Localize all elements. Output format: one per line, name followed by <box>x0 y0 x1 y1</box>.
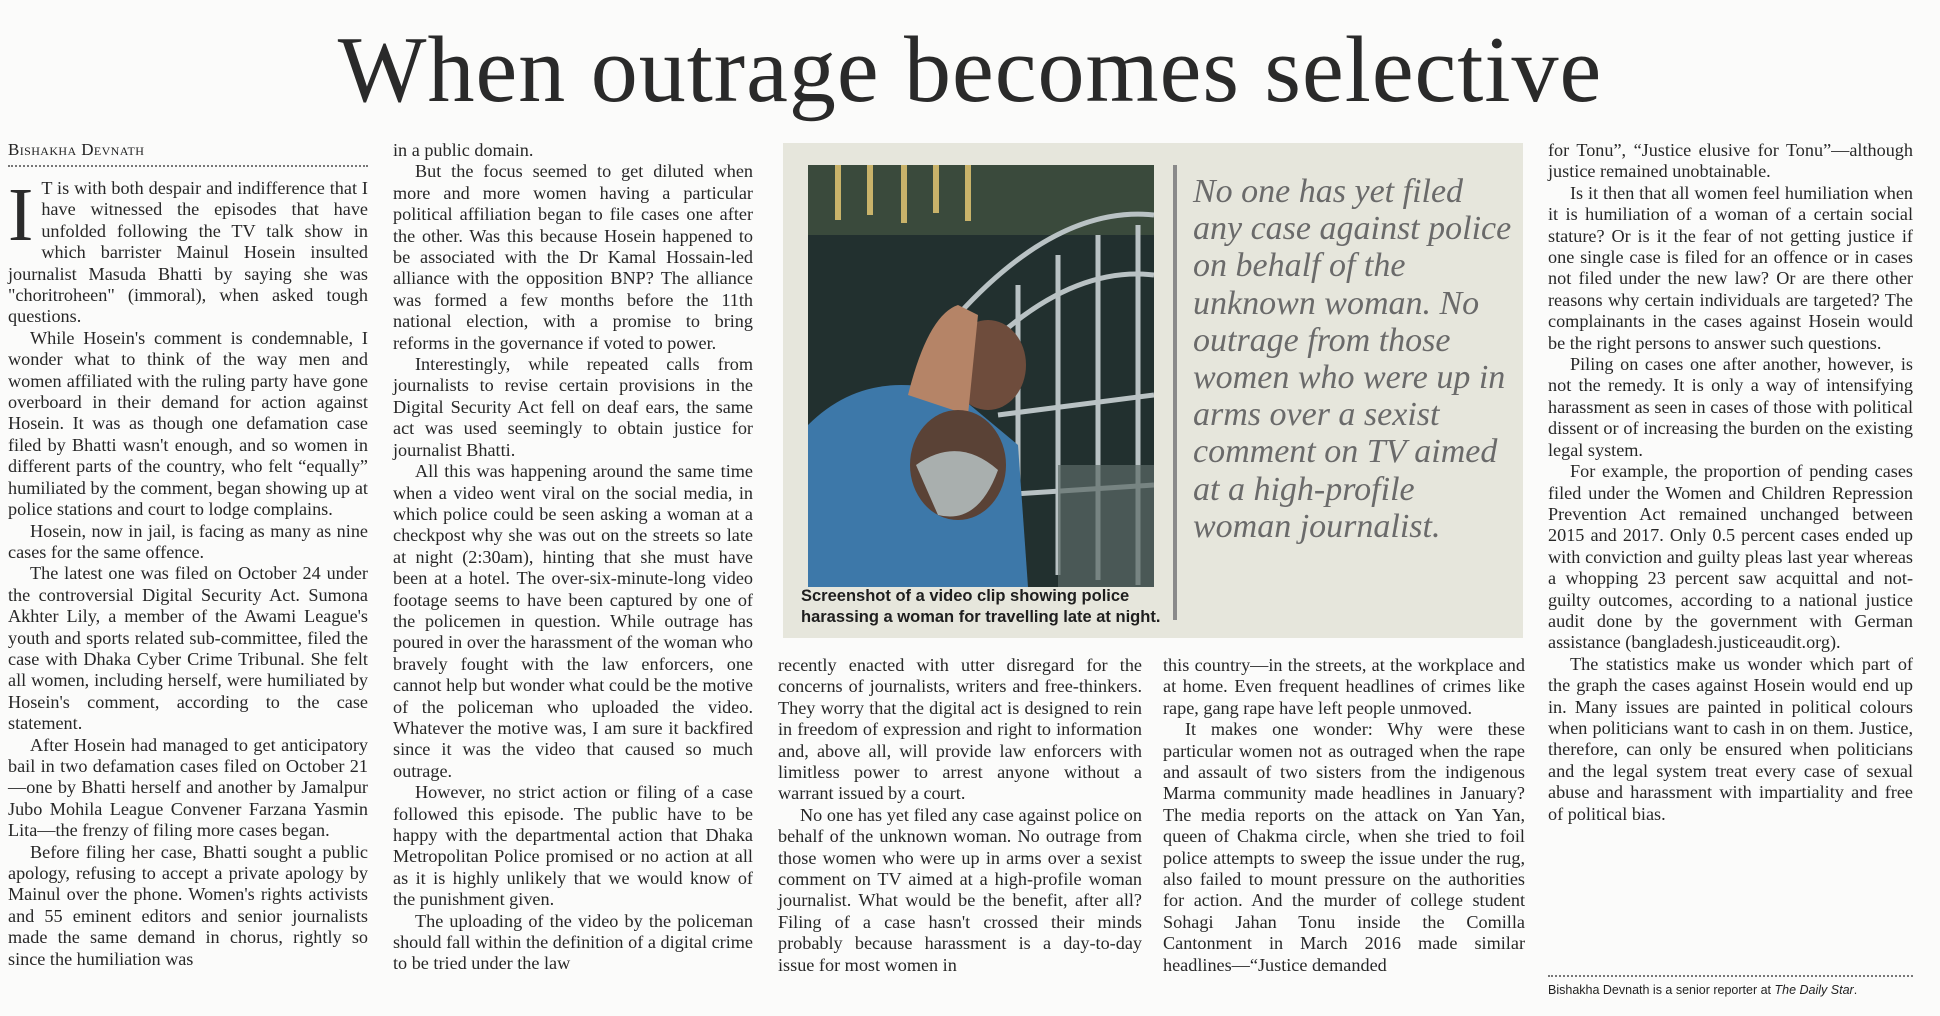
paragraph: Hosein, now in jail, is facing as many as nine cases for the same offence. <box>8 520 368 562</box>
article-column-1 <box>8 173 368 970</box>
paragraph: The uploading of the video by the policeman should fall within the definition of a digital crime to be tried under the law <box>393 910 753 974</box>
paragraph <box>8 173 368 328</box>
paragraph: Interestingly, while repeated calls from journalists to revise certain provisions in the Digital Security Act fell on deaf ears, the same act was used seemingly to obtain justice for journalist Bhatti. <box>393 354 753 460</box>
publication-name: The Daily Star <box>1774 983 1854 997</box>
paragraph: this country—in the streets, at the workplace and at home. Even frequent headlines of crimes like rape, gang rape have left people unmoved. <box>1163 655 1525 718</box>
paragraph: It makes one wonder: Why were these particular women not as outraged when the rape and assault of two sisters from the indigenous Marma community made headlines in January? The media reports on the attack on Yan Yan, queen of Chakma circle, when she tried to foil police attempts to sweep the issue under the rug, also failed to mount pressure on the authorities for action. And the murder of college student Sohagi Jahan Tonu inside the Comilla Cantonment in March 2016 made similar headlines—“Justice demanded <box>1163 719 1525 975</box>
pull-quote: No one has yet filed any case against police on behalf of the unknown woman. No outrage from those women who were up in arms over a sexist comment on TV aimed at a high-profile woman journalist. <box>1193 173 1512 545</box>
byline <box>8 140 368 167</box>
paragraph: for Tonu”, “Justice elusive for Tonu”—although justice remained unobtainable. <box>1548 140 1913 182</box>
article-column-5 <box>1548 140 1913 825</box>
paragraph: Piling on cases one after another, however, is not the remedy. It is only a way of intensifying harassment as seen in cases of those with political dissent or of increasing the burden on the existing legal system. <box>1548 354 1913 460</box>
author-bio-text: Bishakha Devnath is a senior reporter at <box>1548 983 1775 997</box>
paragraph: recently enacted with utter disregard for the concerns of journalists, writers and free-thinkers. They worry that the digital act is designed to rein in freedom of expression and right to information and, above all, will provide law enforcers with limitless power to arrest anyone without a warrant issued by a court. <box>778 655 1142 804</box>
byline-name: Bishakha Devnath <box>8 140 145 159</box>
paragraph: After Hosein had managed to get anticipatory bail in two defamation cases filed on October 21—one by Bhatti herself and another by Jamalpur Jubo Mohila League Convener Farzana Yasmin Lita—the frenzy of filing more cases began. <box>8 734 368 841</box>
author-bio <box>1548 975 1913 997</box>
paragraph-text: T is with both despair and indifference that I have witnessed the episodes that have unfolded following the TV talk show in which barrister Mainul Hosein insulted journalist Masuda Bhatti by saying she was "choritroheen" (immoral), when asked tough questions. <box>8 178 368 327</box>
feature-box <box>783 143 1523 638</box>
photo-illustration <box>808 165 1154 587</box>
author-bio-end: . <box>1853 983 1858 997</box>
photo-caption: Screenshot of a video clip showing police harassing a woman for travelling late at night. <box>801 587 1161 626</box>
paragraph: All this was happening around the same time when a video went viral on the social media, in which police could be seen asking a woman at a checkpost why she was out on the streets so late at night (2:30am), hinting that she must have been at a hotel. The over-six-minute-long video footage seems to have been captured by one of the policemen in question. While outrage has poured in over the harassment of the woman who bravely fought with the law enforcers, one cannot help but wonder what could be the motive of the policeman who uploaded the video. Whatever the motive was, I am sure it backfired since it was the video that caused so much outrage. <box>393 461 753 781</box>
paragraph: No one has yet filed any case against police on behalf of the unknown woman. No outrage from those women who were up in arms over a sexist comment on TV aimed at a high-profile woman journalist. What would be the benefit, after all? Filing of a case hasn't crossed their minds probably because harassment is a day-to-day issue for most women in <box>778 804 1142 975</box>
paragraph: The statistics make us wonder which part of the graph the cases against Hosein would end up in. Many issues are painted in political colours when politicians want to cash in on them. Justice, therefore, can only be ensured when politicians and the legal system treat every case of sexual abuse and harassment with impartiality and free of political bias. <box>1548 653 1913 824</box>
paragraph: in a public domain. <box>393 140 534 160</box>
paragraph: The latest one was filed on October 24 under the controversial Digital Security Act. Sumona Akhter Lily, a member of the Awami League's youth and sports related sub-committee, filed the case with Dhaka Cyber Crime Tribunal. She felt all women, including herself, were humiliated by Hosein's comment, according to the case statement. <box>8 563 368 734</box>
paragraph: However, no strict action or filing of a case followed this episode. The public have to be happy with the departmental action that Dhaka Metropolitan Police promised or no action at all as it is highly unlikely that we would know of the punishment given. <box>393 782 753 910</box>
article-column-3 <box>778 655 1142 976</box>
paragraph: But the focus seemed to get diluted when more and more women having a particular political affiliation began to file cases one after the other. Was this because Hosein happened to be associated with the Dr Kamal Hossain-led alliance with the opposition BNP? The alliance was formed a few months before the 11th national election, with a promise to bring reforms in the governance if voted to power. <box>393 161 753 353</box>
article-column-4 <box>1163 655 1525 976</box>
article-column-2 <box>393 140 753 975</box>
pull-quote-rule <box>1173 165 1177 620</box>
headline: When outrage becomes selective <box>337 18 1603 122</box>
drop-cap: I <box>8 173 34 257</box>
paragraph: Is it then that all women feel humiliation when it is humiliation of a woman of a certain social stature? Or is it the fear of not getting justice if one single case is filed for an offence or in cases not filed under the new law? Or are there other reasons why certain individuals are targeted? The complainants in the cases against Hosein would be the right persons to answer such questions. <box>1548 182 1913 353</box>
paragraph: While Hosein's comment is condemnable, I wonder what to think of the way men and women affiliated with the ruling party have gone overboard in their demand for action against Hosein. It was as though one defamation case filed by Bhatti wasn't enough, and so women in different parts of the country, who felt “equally” humiliated by the comment, began showing up at police stations and court to lodge complains. <box>8 327 368 520</box>
paragraph: For example, the proportion of pending cases filed under the Women and Children Repression Prevention Act remained unchanged between 2015 and 2017. Only 0.5 percent cases ended up with conviction and guilty pleas last year whereas a whopping 23 percent saw acquittal and not-guilty outcomes, according to a national justice audit done by the government with German assistance (bangladesh.justiceaudit.org). <box>1548 461 1913 653</box>
news-photo <box>808 165 1154 587</box>
paragraph: Before filing her case, Bhatti sought a public apology, refusing to accept a private apology by Mainul over the phone. Women's rights activists and 55 eminent editors and senior journalists made the same demand in chorus, rightly so since the humiliation was <box>8 841 368 969</box>
